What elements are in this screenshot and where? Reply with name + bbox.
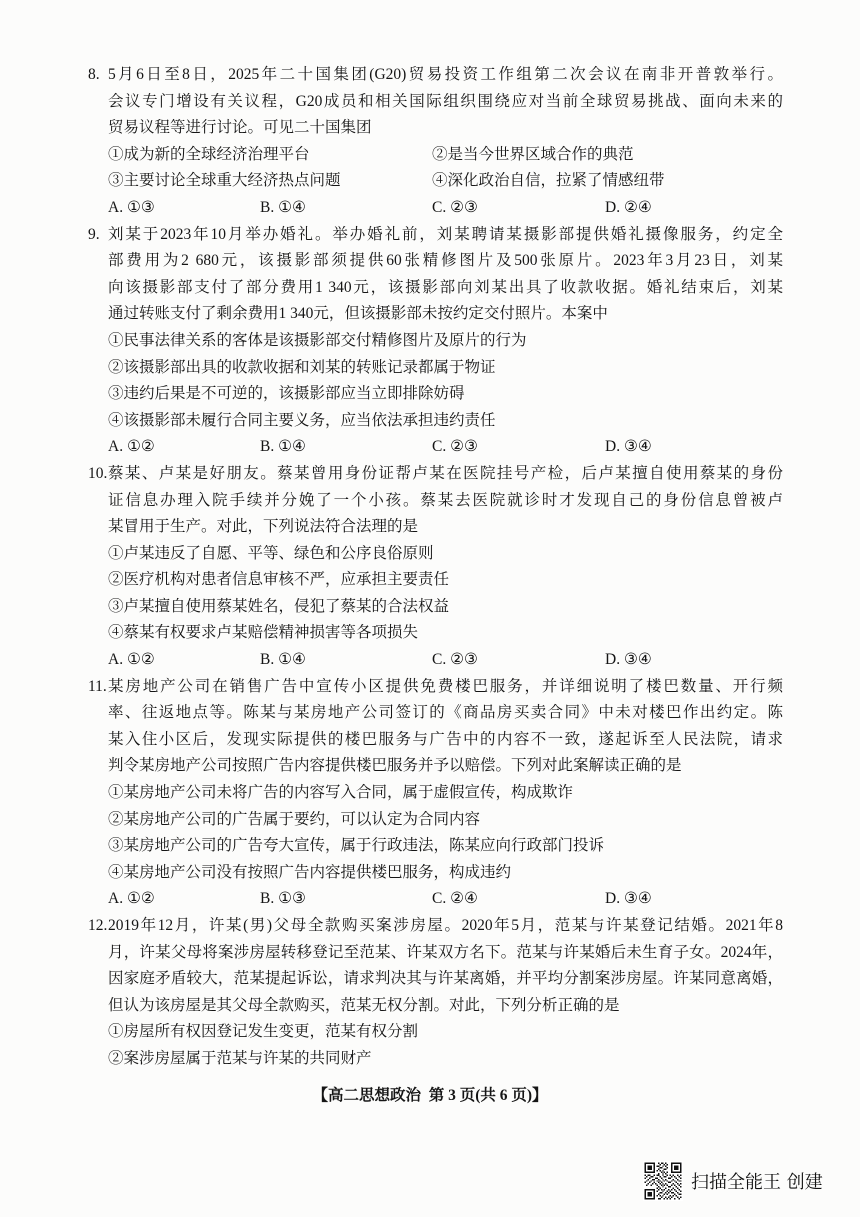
statement-item: ③卢某擅自使用蔡某姓名，侵犯了蔡某的合法权益 (108, 597, 450, 615)
question-stem-line: 蔡某、卢某是好朋友。蔡某曾用身份证帮卢某在医院挂号产检，后卢某擅自使用蔡某的身份 (108, 464, 783, 482)
statement-item: ②是当今世界区域合作的典范 (432, 145, 634, 163)
question-number: 10. (88, 464, 108, 482)
answer-choice-b: B. ①④ (260, 198, 306, 216)
statement-row (108, 594, 783, 621)
answer-choice-b: B. ①④ (260, 651, 306, 669)
statement-row (108, 860, 783, 887)
question-stem-line: 判令某房地产公司按照广告内容提供楼巴服务并予以赔偿。下列对此案解读正确的是 (108, 757, 682, 775)
answer-choice-a: A. ①② (108, 438, 155, 456)
answer-choice-d: D. ③④ (605, 890, 652, 908)
answer-choice-b: B. ①④ (260, 438, 306, 456)
answer-choice-c: C. ②④ (432, 890, 478, 908)
qr-code-icon (643, 1161, 683, 1201)
question-stem-line: 部费用为2 680元，该摄影部须提供60张精修图片及500张原片。2023年3月23日，刘某 (108, 252, 783, 270)
statement-item: ②案涉房屋属于范某与许某的共同财产 (108, 1049, 372, 1067)
statement-row (108, 408, 783, 435)
answer-choice-c: C. ②③ (432, 651, 478, 669)
question-stem-line: 月，许某父母将案涉房屋转移登记至范某、许某双方名下。范某与许某婚后未生育子女。2024年， (108, 943, 783, 961)
answer-choice-a: A. ①③ (108, 198, 155, 216)
answer-choices (108, 886, 783, 913)
statement-item: ④蔡某有权要求卢某赔偿精神损害等各项损失 (108, 624, 419, 642)
question-stem-line: 某冒用于生产。对此，下列说法符合法理的是 (108, 518, 419, 536)
question-stem-line: 贸易议程等进行讨论。可见二十国集团 (108, 119, 372, 137)
question-stem-line: 刘某于2023年10月举办婚礼。举办婚礼前，刘某聘请某摄影部提供婚礼摄像服务，约定全 (108, 225, 783, 243)
question-10 (88, 461, 783, 674)
question-stem-line: 因家庭矛盾较大，范某提起诉讼，请求判决其与许某离婚，并平均分割案涉房屋。许某同意离婚， (108, 970, 783, 988)
question-number: 9. (88, 225, 100, 243)
answer-choice-a: A. ①② (108, 890, 155, 908)
question-stem-line: 5月6日至8日，2025年二十国集团(G20)贸易投资工作组第二次会议在南非开普敦举行。 (108, 66, 783, 83)
statement-item: ④深化政治自信，拉紧了情感纽带 (432, 172, 665, 190)
question-stem-line: 证信息办理入院手续并分娩了一个小孩。蔡某去医院就诊时才发现自己的身份信息曾被卢 (108, 491, 783, 509)
statement-item: ①民事法律关系的客体是该摄影部交付精修图片及原片的行为 (108, 331, 527, 349)
question-stem-line: 向该摄影部支付了部分费用1 340元，该摄影部向刘某出具了收款收据。婚礼结束后，刘某 (108, 278, 783, 296)
page-footer: 【高二思想政治 第 3 页(共 6 页)】 (312, 1087, 548, 1104)
answer-choice-c: C. ②③ (432, 438, 478, 456)
answer-choice-b: B. ①③ (260, 890, 306, 908)
answer-choices (108, 195, 783, 222)
answer-choice-d: D. ②④ (605, 198, 652, 216)
question-9 (88, 222, 783, 461)
scanner-watermark-text: 扫描全能王 创建 (691, 1172, 823, 1193)
statement-row (108, 142, 783, 169)
question-number: 11. (88, 677, 107, 695)
statement-item: ②医疗机构对患者信息审核不严，应承担主要责任 (108, 571, 450, 589)
statement-row (108, 807, 783, 834)
answer-choice-a: A. ①② (108, 651, 155, 669)
statement-item: ②某房地产公司的广告属于要约，可以认定为合同内容 (108, 810, 481, 828)
answer-choices (108, 647, 783, 674)
statement-item: ③违约后果是不可逆的，该摄影部应当立即排除妨碍 (108, 385, 465, 403)
question-number: 8. (88, 66, 100, 83)
statement-row (108, 355, 783, 382)
question-stem-line: 通过转账支付了剩余费用1 340元，但该摄影部未按约定交付照片。本案中 (108, 305, 608, 323)
statement-row (108, 833, 783, 860)
question-stem-line: 某房地产公司在销售广告中宣传小区提供免费楼巴服务，并详细说明了楼巴数量、开行频 (108, 677, 783, 695)
question-8 (88, 62, 783, 222)
question-stem-line: 但认为该房屋是其父母全款购买，范某无权分割。对此，下列分析正确的是 (108, 996, 620, 1014)
question-12 (88, 913, 783, 1073)
statement-row (108, 567, 783, 594)
statement-item: ③主要讨论全球重大经济热点问题 (108, 172, 341, 190)
question-stem-line: 2019年12月，许某(男)父母全款购买案涉房屋。2020年5月，范某与许某登记结婚。2021年8 (108, 917, 783, 934)
question-stem-line: 某入住小区后，发现实际提供的楼巴服务与广告中的内容不一致，遂起诉至人民法院，请求 (108, 730, 783, 748)
statement-row (108, 620, 783, 647)
statement-item: ①房屋所有权因登记发生变更，范某有权分割 (108, 1023, 419, 1041)
question-number: 12. (88, 917, 108, 934)
statement-item: ②该摄影部出具的收款收据和刘某的转账记录都属于物证 (108, 358, 496, 376)
question-11 (88, 674, 783, 913)
answer-choice-c: C. ②③ (432, 198, 478, 216)
answer-choice-d: D. ③④ (605, 438, 652, 456)
statement-item: ③某房地产公司的广告夸大宣传，属于行政违法，陈某应向行政部门投诉 (108, 837, 605, 855)
statement-row (108, 780, 783, 807)
statement-row (108, 541, 783, 568)
statement-item: ①某房地产公司未将广告的内容写入合同，属于虚假宣传，构成欺诈 (108, 784, 574, 802)
answer-choices (108, 434, 783, 461)
statement-row (108, 1046, 783, 1073)
statement-item: ①成为新的全球经济治理平台 (108, 145, 310, 163)
answer-choice-d: D. ③④ (605, 651, 652, 669)
question-stem-line: 率、往返地点等。陈某与某房地产公司签订的《商品房买卖合同》中未对楼巴作出约定。陈 (108, 704, 783, 722)
statement-item: ④某房地产公司没有按照广告内容提供楼巴服务，构成违约 (108, 863, 512, 881)
question-stem-line: 会议专门增设有关议程，G20成员和相关国际组织围绕应对当前全球贸易挑战、面向未来的 (108, 92, 783, 110)
statement-row (108, 328, 783, 355)
statement-row (108, 381, 783, 408)
scanner-watermark (643, 1160, 823, 1202)
statement-item: ①卢某违反了自愿、平等、绿色和公序良俗原则 (108, 544, 434, 562)
statement-row (108, 168, 783, 195)
statement-row (108, 1019, 783, 1046)
question-list (88, 62, 783, 1073)
statement-item: ④该摄影部未履行合同主要义务，应当依法承担违约责任 (108, 411, 496, 429)
